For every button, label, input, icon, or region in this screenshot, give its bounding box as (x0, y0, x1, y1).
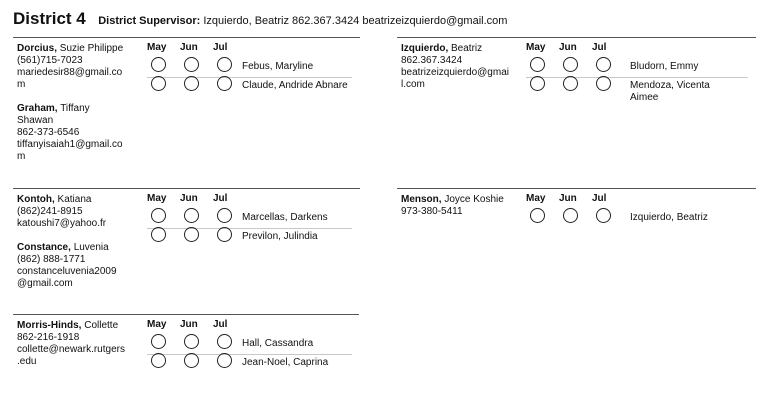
month-label: May (147, 193, 167, 204)
month-checkbox-may[interactable] (151, 227, 166, 242)
assigned-volunteer: Febus, Maryline (242, 61, 314, 72)
volunteer-block (397, 188, 756, 278)
contact-detail: 862.367.3424 (401, 55, 463, 66)
month-checkbox-jun[interactable] (563, 76, 578, 91)
assigned-volunteer: Mendoza, Vicenta Aimee (630, 80, 710, 103)
assignment-row (147, 75, 360, 97)
page-header (13, 9, 507, 29)
contact-first-name: Joyce Koshie (444, 194, 504, 205)
month-checkbox-may[interactable] (151, 353, 166, 368)
month-checkbox-may[interactable] (151, 76, 166, 91)
contact-detail: m (17, 151, 26, 162)
month-checkbox-jul[interactable] (217, 76, 232, 91)
contact-first-name: Luvenia (73, 242, 109, 253)
contact-detail: .edu (17, 356, 37, 367)
contact-name (17, 43, 123, 55)
assigned-volunteer: Claude, Andride Abnare (242, 80, 348, 91)
contact-detail: mariedesir88@gmail.co (17, 67, 123, 78)
month-checkbox-jul[interactable] (596, 76, 611, 91)
contact-first-name: Tiffany (60, 103, 90, 114)
supervisor-contact: Izquierdo, Beatriz 862.367.3424 beatrizeizquierdo@gmail.com (203, 15, 508, 27)
month-checkbox-jul[interactable] (217, 208, 232, 223)
block-divider (13, 37, 360, 38)
volunteer-block (13, 314, 360, 404)
contact-person (17, 194, 117, 230)
contact-name (17, 103, 123, 115)
month-label: Jun (559, 42, 577, 53)
month-checkbox-may[interactable] (530, 208, 545, 223)
month-label: Jul (592, 193, 607, 204)
contact-name (17, 194, 117, 206)
contact-first-name: Katiana (57, 194, 92, 205)
contact-last-name: Morris-Hinds, (17, 320, 82, 331)
contact-detail: 862-373-6546 (17, 127, 80, 138)
month-checkbox-may[interactable] (151, 57, 166, 72)
month-checkbox-jun[interactable] (184, 76, 199, 91)
assignment-row (526, 75, 756, 103)
contact-detail: @gmail.com (17, 278, 73, 289)
contact-person (17, 103, 123, 163)
block-divider (13, 314, 359, 315)
month-label: Jul (213, 319, 228, 330)
contact-last-name: Dorcius, (17, 43, 58, 54)
month-label: Jun (180, 193, 198, 204)
month-label: Jul (213, 193, 228, 204)
month-checkbox-jun[interactable] (563, 208, 578, 223)
contact-name (401, 43, 509, 55)
volunteer-block (13, 188, 360, 289)
contact-detail: (862)241-8915 (17, 206, 83, 217)
contact-detail: l.com (401, 79, 425, 90)
contact-detail: (561)715-7023 (17, 55, 83, 66)
block-divider (397, 37, 756, 38)
contact-info (401, 194, 504, 230)
month-label: May (526, 42, 546, 53)
month-checkbox-jul[interactable] (217, 57, 232, 72)
contact-last-name: Menson, (401, 194, 442, 205)
month-label: Jun (559, 193, 577, 204)
contact-person (401, 194, 504, 218)
contact-person (17, 242, 117, 290)
contact-name (17, 242, 117, 254)
assignment-row (147, 352, 360, 374)
month-label: Jul (592, 42, 607, 53)
month-checkbox-may[interactable] (151, 208, 166, 223)
assigned-volunteer: Jean-Noel, Caprina (242, 357, 329, 368)
contact-name (17, 320, 125, 332)
contact-last-name: Graham, (17, 103, 58, 114)
month-checkbox-jun[interactable] (184, 227, 199, 242)
contact-detail: katoushi7@yahoo.fr (17, 218, 107, 229)
block-divider (397, 188, 756, 189)
assignment-row (147, 226, 360, 248)
contact-detail: tiffanyisaiah1@gmail.co (17, 139, 123, 150)
assigned-volunteer: Bludorn, Emmy (630, 61, 699, 72)
contact-detail: 973-380-5411 (401, 206, 463, 217)
contact-first-name: Collette (84, 320, 119, 331)
contact-first-name: Suzie Philippe (59, 43, 124, 54)
month-checkbox-jul[interactable] (217, 334, 232, 349)
month-checkbox-jun[interactable] (184, 57, 199, 72)
month-checkbox-jun[interactable] (563, 57, 578, 72)
contact-last-name: Kontoh, (17, 194, 55, 205)
month-checkbox-jun[interactable] (184, 208, 199, 223)
month-checkbox-may[interactable] (530, 76, 545, 91)
month-checkbox-jun[interactable] (184, 334, 199, 349)
contact-detail: constanceluvenia2009 (17, 266, 117, 277)
month-checkbox-jul[interactable] (217, 353, 232, 368)
month-checkbox-may[interactable] (530, 57, 545, 72)
contact-name (401, 194, 504, 206)
contact-person (401, 43, 509, 91)
month-checkbox-jul[interactable] (596, 57, 611, 72)
contact-last-name: Izquierdo, (401, 43, 449, 54)
contact-info (401, 43, 509, 103)
month-label: May (147, 42, 167, 53)
contact-detail: 862-216-1918 (17, 332, 80, 343)
volunteer-block (397, 37, 756, 127)
month-checkbox-jul[interactable] (596, 208, 611, 223)
month-label: Jun (180, 42, 198, 53)
contact-info (17, 43, 123, 175)
assigned-volunteer: Izquierdo, Beatriz (630, 212, 708, 223)
month-checkbox-jul[interactable] (217, 227, 232, 242)
month-label: May (526, 193, 546, 204)
contact-person (17, 320, 125, 368)
district-supervisor (98, 15, 507, 27)
contact-detail: Shawan (17, 115, 54, 126)
month-label: Jul (213, 42, 228, 53)
assignment-row (526, 207, 756, 229)
contact-detail: m (17, 79, 26, 90)
contact-detail: (862) 888-1771 (17, 254, 86, 265)
month-label: Jun (180, 319, 198, 330)
contact-first-name: Beatriz (451, 43, 483, 54)
district-title: District 4 (13, 9, 86, 28)
volunteer-block (13, 37, 360, 162)
assigned-volunteer: Marcellas, Darkens (242, 212, 328, 223)
contact-info (17, 194, 117, 302)
contact-detail: collette@newark.rutgers (17, 344, 125, 355)
contact-detail: beatrizeizquierdo@gmai (401, 67, 509, 78)
contact-person (17, 43, 123, 91)
contact-info (17, 320, 125, 380)
month-checkbox-may[interactable] (151, 334, 166, 349)
month-label: May (147, 319, 167, 330)
month-checkbox-jun[interactable] (184, 353, 199, 368)
contact-last-name: Constance, (17, 242, 71, 253)
supervisor-label: District Supervisor: (98, 15, 201, 27)
block-divider (13, 188, 360, 189)
assigned-volunteer: Hall, Cassandra (242, 338, 314, 349)
assigned-volunteer: Previlon, Julindia (242, 231, 318, 242)
